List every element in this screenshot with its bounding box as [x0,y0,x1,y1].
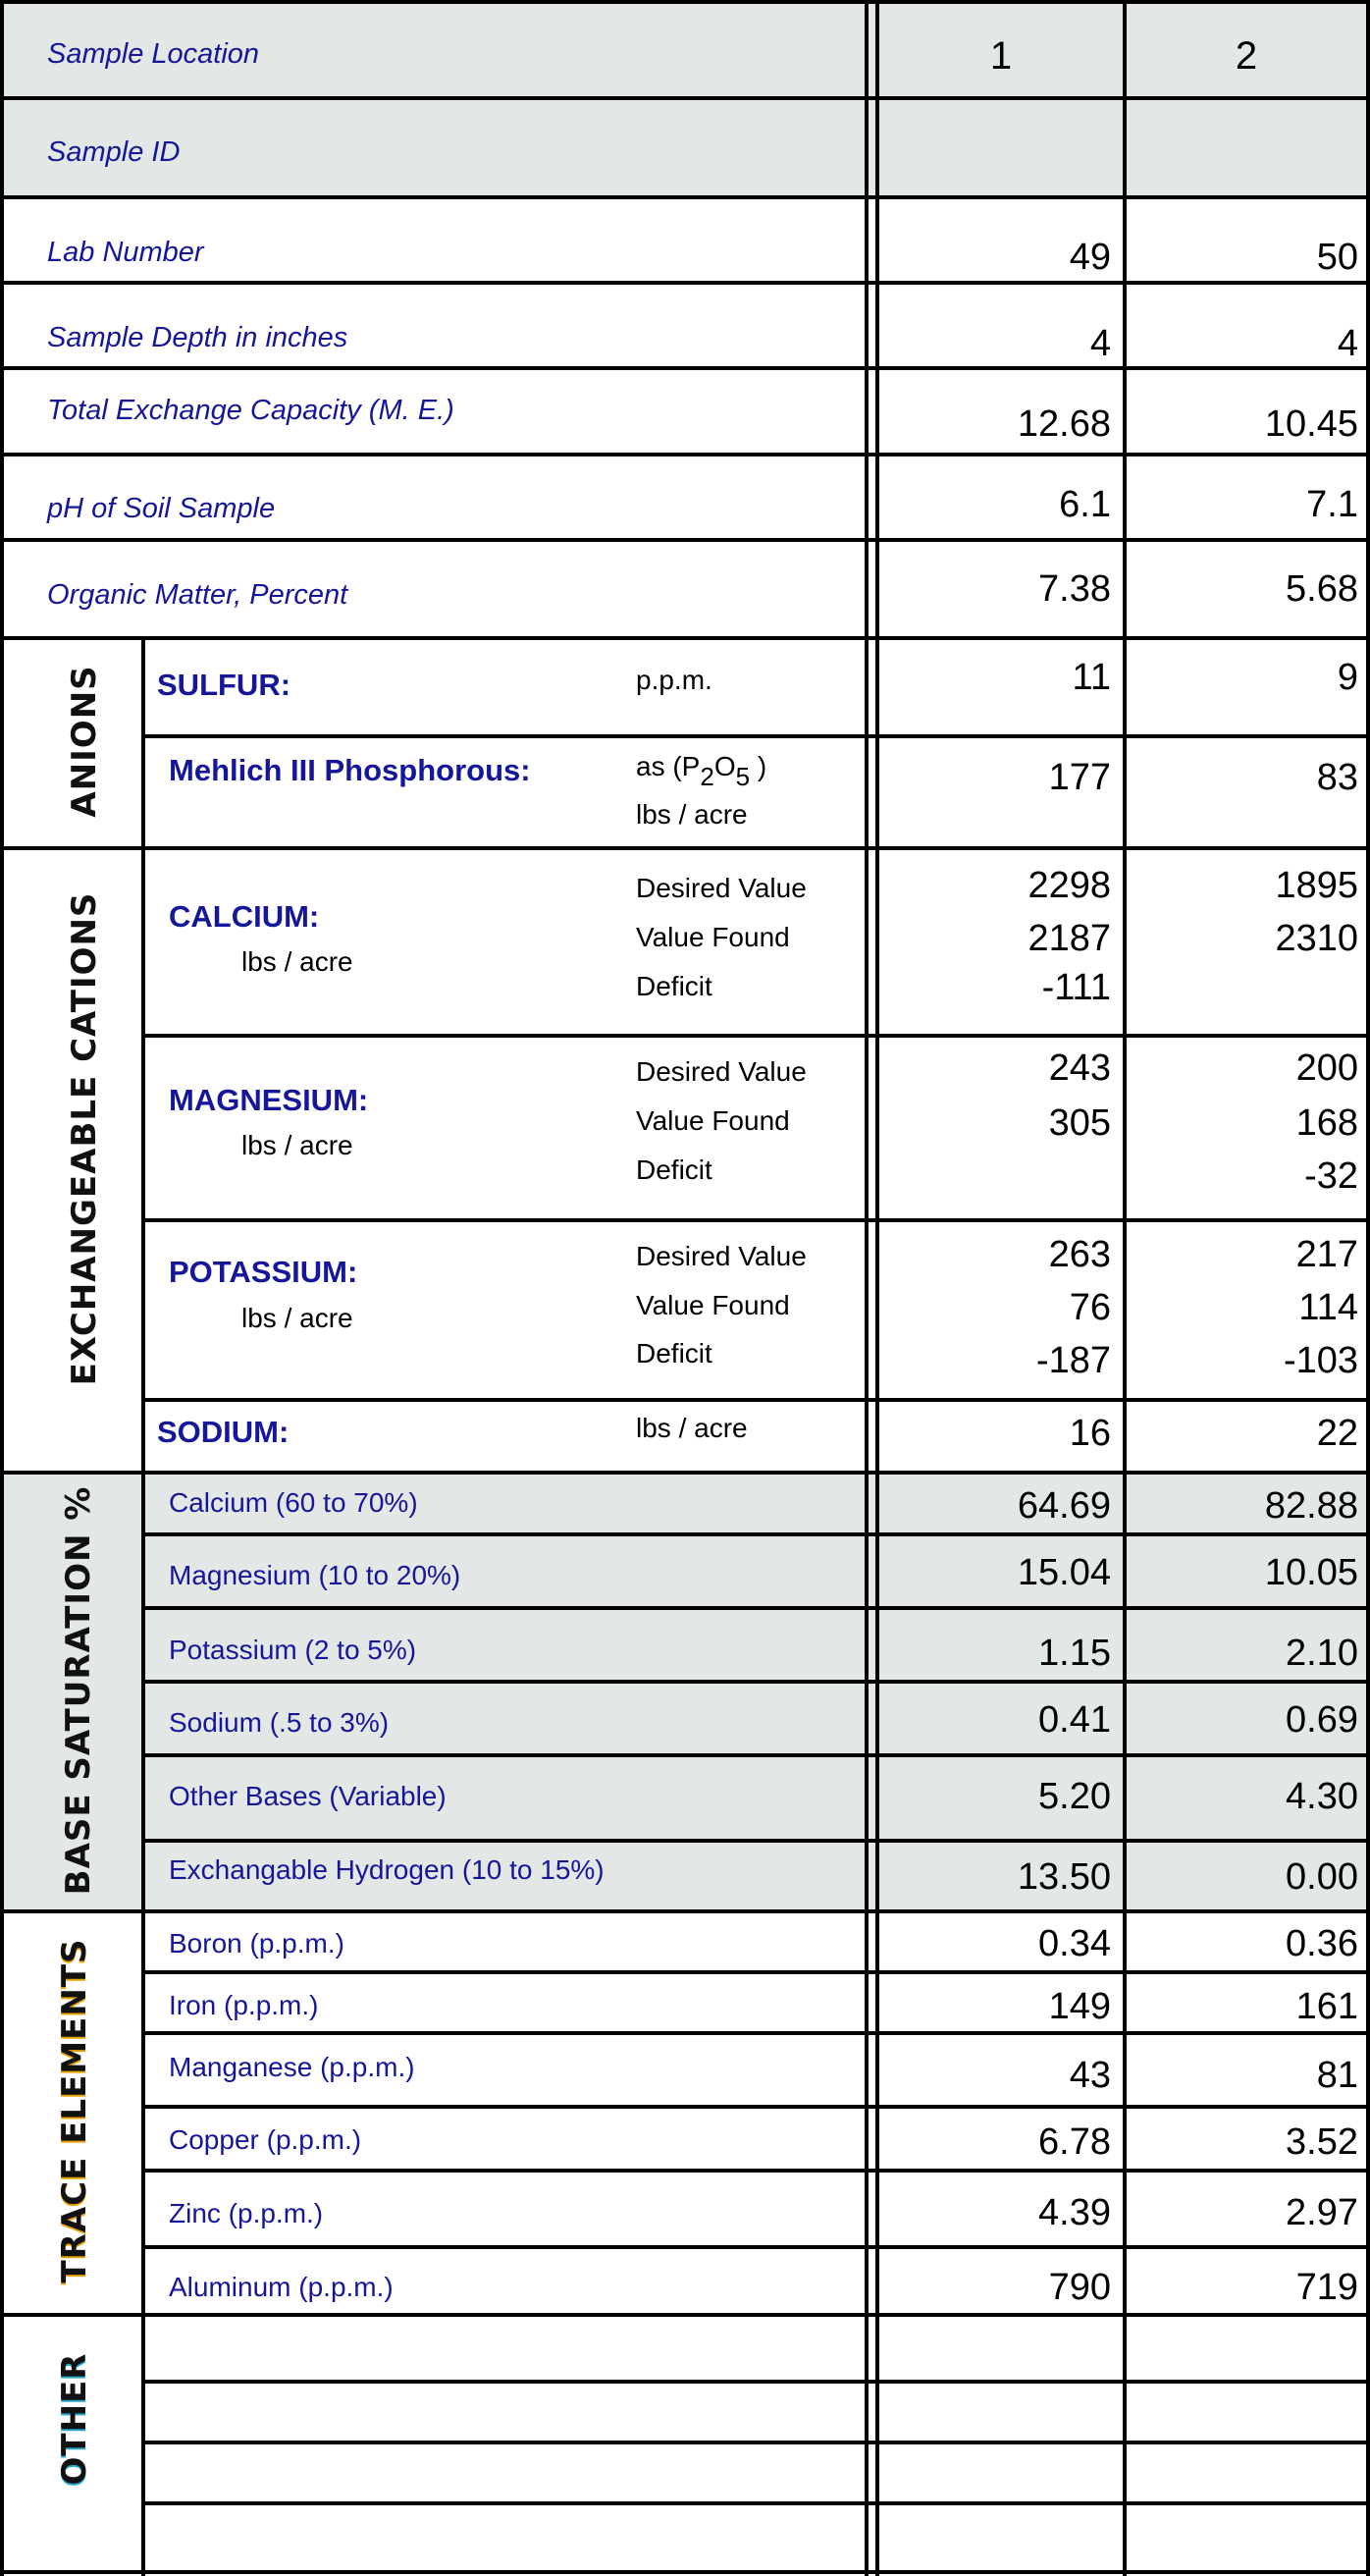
lab-number-value-1: 49 [1069,237,1111,278]
row-line [141,1839,1370,1843]
row-line [141,2031,1370,2035]
potassium-found-value-2: 114 [1298,1287,1358,1328]
base-saturation-value-2: 10.05 [1264,1552,1358,1593]
row-line [0,2570,1370,2574]
base-saturation-value-1: 5.20 [1038,1776,1111,1817]
trace-element-value-1: 790 [1048,2267,1111,2308]
row-line [0,636,1370,640]
lab-number-label: Lab Number [47,237,204,268]
ph-label: pH of Soil Sample [47,493,276,524]
calcium-label: CALCIUM: [169,899,320,934]
magnesium-deficit-label: Deficit [636,1154,712,1185]
row-line [141,1680,1370,1684]
row-line [141,2441,1370,2444]
sodium-value-2: 22 [1316,1413,1358,1454]
trace-element-row-label: Iron (p.p.m.) [169,1990,319,2020]
calcium-found-value-1: 2187 [1028,918,1111,959]
trace-element-value-1: 43 [1069,2055,1111,2096]
base-saturation-row-label: Exchangable Hydrogen (10 to 15%) [169,1854,605,1885]
table-left-border [0,0,4,2576]
row-line [141,1532,1370,1536]
trace-element-value-2: 2.97 [1286,2192,1358,2233]
trace-element-value-2: 81 [1316,2055,1358,2096]
other-section-label: OTHER [55,2352,94,2486]
base-saturation-row-label: Sodium (.5 to 3%) [169,1707,390,1738]
base-saturation-row-label: Magnesium (10 to 20%) [169,1560,461,1590]
sample-depth-value-1: 4 [1089,323,1111,364]
trace-element-row-label: Zinc (p.p.m.) [169,2198,324,2228]
base-saturation-value-1: 0.41 [1038,1699,1111,1741]
trace-element-row-label: Copper (p.p.m.) [169,2124,362,2155]
calcium-desired-label: Desired Value [636,873,807,903]
trace-elements-section-label: TRACE ELEMENTS [55,1938,94,2283]
trace-element-value-2: 0.36 [1286,1923,1358,1964]
row-line [0,1909,1370,1913]
sulfur-value-2: 9 [1337,657,1358,698]
row-line [141,1753,1370,1757]
trace-element-value-2: 719 [1295,2267,1358,2308]
trace-element-value-1: 0.34 [1038,1923,1111,1964]
row-line [141,1034,1370,1038]
row-line [0,453,1370,456]
lab-number-value-2: 50 [1316,237,1358,278]
trace-element-row-label: Aluminum (p.p.m.) [169,2272,394,2302]
magnesium-unit: lbs / acre [241,1130,353,1160]
row-line [0,846,1370,850]
potassium-found-value-1: 76 [1069,1287,1111,1328]
sample-depth-value-2: 4 [1337,323,1358,364]
sodium-value-1: 16 [1069,1413,1111,1454]
phosphorous-value-1: 177 [1048,757,1111,798]
potassium-desired-value-1: 263 [1048,1234,1111,1275]
column-divider-line [1123,0,1127,2576]
magnesium-desired-value-1: 243 [1048,1047,1111,1089]
potassium-found-label: Value Found [636,1290,790,1320]
trace-element-value-1: 4.39 [1038,2192,1111,2233]
potassium-unit: lbs / acre [241,1303,353,1333]
row-line [141,2105,1370,2109]
sample-depth-label: Sample Depth in inches [47,322,348,353]
row-line [0,366,1370,370]
phosphorous-unit-line2: lbs / acre [636,799,748,830]
tec-value-2: 10.45 [1264,403,1358,445]
base-saturation-value-1: 15.04 [1017,1552,1111,1593]
base-saturation-value-1: 13.50 [1017,1856,1111,1898]
row-line [0,2313,1370,2317]
base-saturation-row-label: Other Bases (Variable) [169,1781,447,1811]
magnesium-label: MAGNESIUM: [169,1083,369,1117]
cations-section-label: EXCHANGEABLE CATIONS [65,891,104,1386]
potassium-desired-value-2: 217 [1295,1234,1358,1275]
base-saturation-value-2: 0.69 [1286,1699,1358,1741]
calcium-found-value-2: 2310 [1275,918,1358,959]
trace-element-value-1: 6.78 [1038,2121,1111,2163]
sulfur-unit: p.p.m. [636,665,712,695]
potassium-deficit-label: Deficit [636,1338,712,1368]
base-saturation-value-2: 4.30 [1286,1776,1358,1817]
row-line [141,2245,1370,2249]
trace-element-row-label: Manganese (p.p.m.) [169,2052,415,2082]
magnesium-desired-value-2: 200 [1295,1047,1358,1089]
row-line [0,1471,1370,1475]
sodium-unit: lbs / acre [636,1413,748,1443]
magnesium-deficit-value-2: -32 [1304,1155,1358,1197]
magnesium-desired-label: Desired Value [636,1056,807,1087]
phosphorous-unit: as ($P_2O_5$ ) [636,751,767,791]
base-saturation-value-2: 0.00 [1286,1856,1358,1898]
row-line [141,1606,1370,1610]
row-line [141,1970,1370,1974]
column-header-2: 2 [1235,34,1258,78]
organic-matter-value-1: 7.38 [1038,568,1111,610]
calcium-desired-value-2: 1895 [1275,865,1358,906]
row-line [0,538,1370,542]
base-saturation-shade [0,1473,1370,1911]
sample-id-label: Sample ID [47,136,181,168]
base-saturation-row-label: Calcium (60 to 70%) [169,1487,418,1518]
base-saturation-value-1: 1.15 [1038,1633,1111,1674]
calcium-desired-value-1: 2298 [1028,865,1111,906]
row-line [0,96,1370,100]
magnesium-found-value-1: 305 [1048,1102,1111,1144]
base-saturation-value-2: 82.88 [1264,1485,1358,1527]
potassium-deficit-value-2: -103 [1283,1340,1358,1381]
calcium-unit: lbs / acre [241,946,353,977]
row-line [141,2380,1370,2384]
tec-value-1: 12.68 [1017,403,1111,445]
column-header-1: 1 [989,34,1013,78]
table-right-border [1366,0,1370,2576]
value-divider-line-b [875,0,879,2576]
sodium-label: SODIUM: [157,1415,290,1449]
potassium-desired-label: Desired Value [636,1241,807,1271]
row-line [141,2169,1370,2173]
row-line [141,734,1370,738]
trace-element-value-1: 149 [1048,1986,1111,2027]
magnesium-found-value-2: 168 [1295,1102,1358,1144]
phosphorous-label: Mehlich III Phosphorous: [169,753,531,787]
organic-matter-value-2: 5.68 [1286,568,1358,610]
ph-value-1: 6.1 [1059,484,1111,525]
potassium-deficit-value-1: -187 [1035,1340,1111,1381]
base-saturation-section-label: BASE SATURATION % [59,1485,98,1896]
row-line [141,1218,1370,1222]
base-saturation-row-label: Potassium (2 to 5%) [169,1635,417,1665]
phosphorous-value-2: 83 [1316,757,1358,798]
calcium-deficit-label: Deficit [636,971,712,1001]
row-line [0,281,1370,285]
sulfur-label: SULFUR: [157,668,291,702]
row-line [141,1398,1370,1402]
anions-section-label: ANIONS [65,665,104,818]
calcium-deficit-value-1: -111 [1041,967,1111,1008]
sulfur-value-1: 11 [1072,657,1111,698]
tec-label: Total Exchange Capacity (M. E.) [47,395,454,426]
base-saturation-value-2: 2.10 [1286,1633,1358,1674]
potassium-label: POTASSIUM: [169,1255,358,1289]
magnesium-found-label: Value Found [636,1105,790,1136]
organic-matter-label: Organic Matter, Percent [47,579,348,611]
calcium-found-label: Value Found [636,922,790,952]
ph-value-2: 7.1 [1306,484,1358,525]
trace-element-value-2: 3.52 [1286,2121,1358,2163]
base-saturation-value-1: 64.69 [1017,1485,1111,1527]
sample-location-label: Sample Location [47,38,260,70]
row-line [0,0,1370,4]
trace-element-value-2: 161 [1295,1986,1358,2027]
value-divider-line-a [865,0,869,2576]
row-line [141,2501,1370,2505]
trace-element-row-label: Boron (p.p.m.) [169,1928,344,1959]
row-line [0,195,1370,199]
